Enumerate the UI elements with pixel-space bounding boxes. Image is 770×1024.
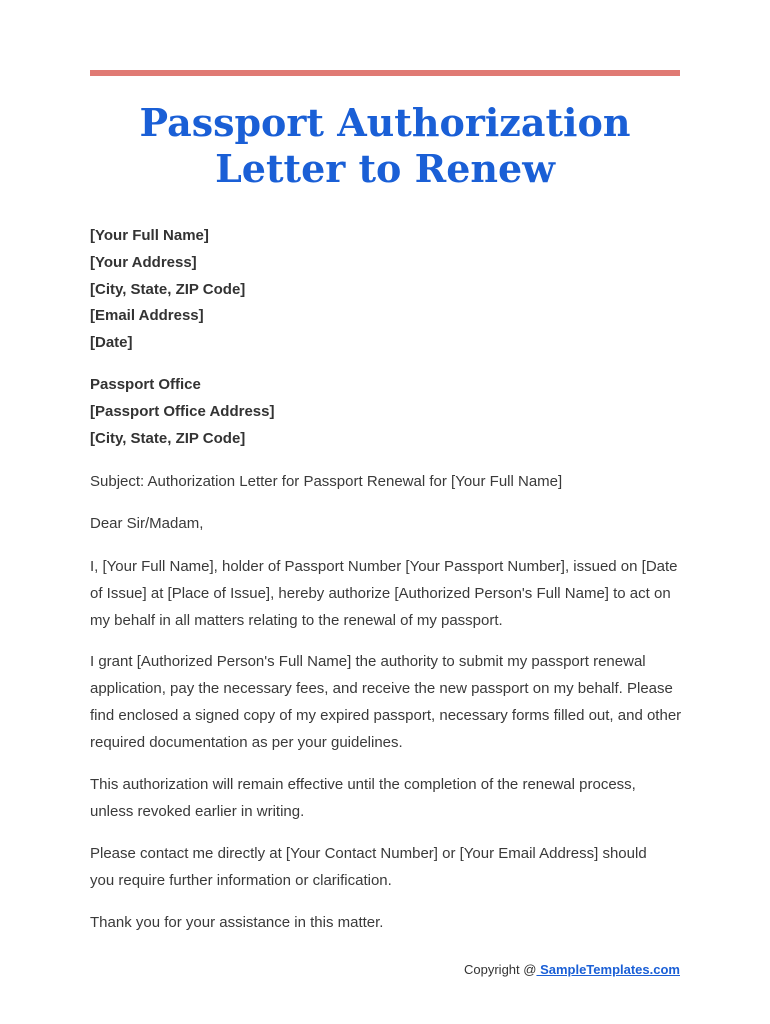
header-rule xyxy=(90,70,680,76)
recipient-address: [Passport Office Address] xyxy=(90,402,275,420)
sender-block xyxy=(90,223,690,357)
sender-email: [Email Address] xyxy=(90,307,204,325)
subject-line: Subject: Authorization Letter for Passport Renewal for [Your Full Name] xyxy=(90,473,563,490)
sender-address: [Your Address] xyxy=(90,253,197,271)
body-paragraph-1: I, [Your Full Name], holder of Passport Number [Your Passport Number], issued on [Date of Issue] at [Place of Issue], hereby authorize [Authorized Person's Full Name] to act on my behalf in all matters relating to the renewal of my passport. xyxy=(90,558,678,629)
title-line-2: Letter to Renew xyxy=(215,146,555,191)
document-title xyxy=(90,100,680,192)
sender-city: [City, State, ZIP Code] xyxy=(90,280,246,298)
footer-copyright xyxy=(464,960,680,980)
title-line-1: Passport Authorization xyxy=(139,100,631,145)
recipient-block xyxy=(90,372,690,452)
recipient-city: [City, State, ZIP Code] xyxy=(90,429,246,447)
sender-date: [Date] xyxy=(90,334,133,352)
body-paragraph-3: This authorization will remain effective until the completion of the renewal process, unless revoked earlier in writing. xyxy=(90,776,636,820)
copyright-text: Copyright @ xyxy=(464,962,537,977)
sampletemplates-link[interactable]: SampleTemplates.com xyxy=(536,962,680,977)
sender-name: [Your Full Name] xyxy=(90,227,209,244)
body-paragraph-2: I grant [Authorized Person's Full Name] the authority to submit my passport renewal application, pay the necessary fees, and receive the new passport on my behalf. Please find enclosed a signed copy of my expired passport, necessary forms filled out, and other required documentation as per your guidelines. xyxy=(90,653,682,751)
body-paragraph-4: Please contact me directly at [Your Contact Number] or [Your Email Address] should you require further information or clarification. xyxy=(90,845,647,889)
recipient-office: Passport Office xyxy=(90,376,201,393)
closing-line: Thank you for your assistance in this matter. xyxy=(90,914,384,931)
salutation: Dear Sir/Madam, xyxy=(90,515,204,532)
